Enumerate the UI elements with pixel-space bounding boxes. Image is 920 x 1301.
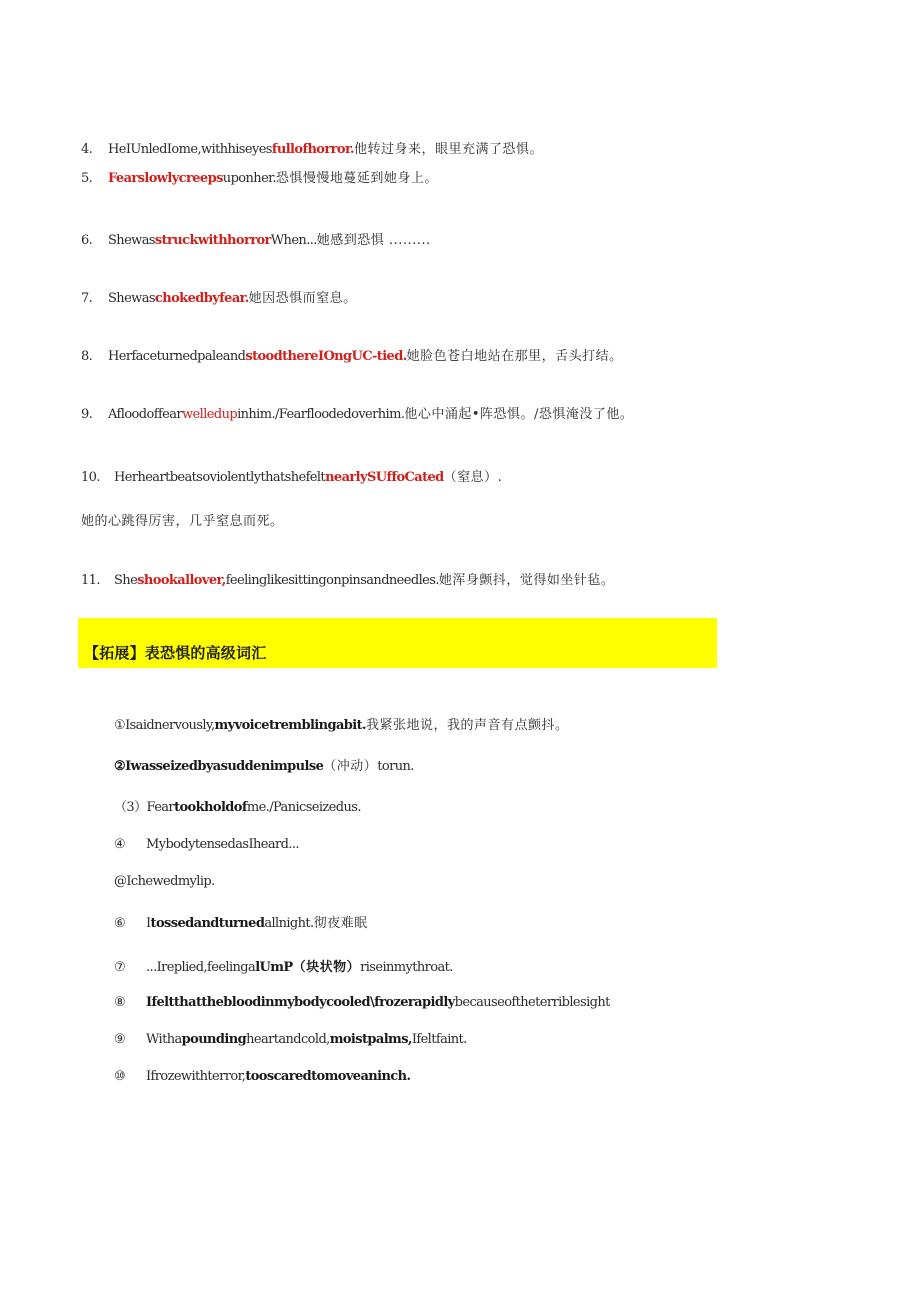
list-item-6: 6. ShewasstruckwithhorrorWhen...她感到恐惧 .........: [81, 233, 431, 248]
list-item-8: 8. HerfaceturnedpaleandstoodthereIOngUC-tied.她脸色苍白地站在那里，舌头打结。: [81, 349, 623, 364]
list-item-5: 5. Fearslowlycreepsuponher.恐惧慢慢地蔓延到她身上。: [81, 171, 438, 186]
expansion-item-3: （3）Feartookholdofme./Panicseizedus.: [114, 800, 361, 815]
expansion-item-2: ②Iwasseizedbyasuddenimpulse（冲动）torun.: [114, 759, 414, 774]
expansion-item-4: ④ MybodytensedasIheard...: [114, 837, 299, 852]
expansion-item-5: @Ichewedmylip.: [114, 874, 215, 889]
expansion-item-9: ⑨ Withapoundingheartandcold,moistpalms,Ifeltfaint.: [114, 1032, 467, 1047]
list-item-10: 10. HerheartbeatsoviolentlythatshefeltnearlySUffoCated（窒息）.: [81, 470, 503, 485]
list-item-7: 7. Shewaschokedbyfear.她因恐惧而窒息。: [81, 291, 357, 306]
expansion-item-1: ①Isaidnervously,myvoicetremblingabit.我紧张地说，我的声音有点颤抖。: [114, 718, 569, 733]
section-heading: 【拓展】表恐惧的高级词汇: [84, 644, 267, 662]
expansion-item-7: ⑦ ...Ireplied,feelingalUmP（块状物）riseinmythroat.: [114, 960, 453, 975]
expansion-item-6: ⑥ Itossedandturnedallnight.彻夜难眠: [114, 916, 368, 931]
expansion-item-10: ⑩ Ifrozewithterror,tooscaredtomoveaninch.: [114, 1069, 411, 1084]
list-item-9: 9. Afloodoffearwelledupinhim./Fearfloodedoverhim.他心中涌起•阵恐惧。/恐惧淹没了他。: [81, 407, 634, 422]
list-item-11: 11. Sheshookallover,feelinglikesittingonpinsandneedles.她浑身颤抖，觉得如坐针毡。: [81, 573, 615, 588]
list-item-10-translation: 她的心跳得厉害，几乎窒息而死。: [81, 514, 284, 529]
list-item-4: 4. HeIUnledIome,withhiseyesfullofhorror.他转过身来，眼里充满了恐惧。: [81, 142, 543, 157]
expansion-item-8: ⑧ Ifeltthatthebloodinmybodycooled\frozerapidlybecauseoftheterriblesight: [114, 995, 610, 1010]
